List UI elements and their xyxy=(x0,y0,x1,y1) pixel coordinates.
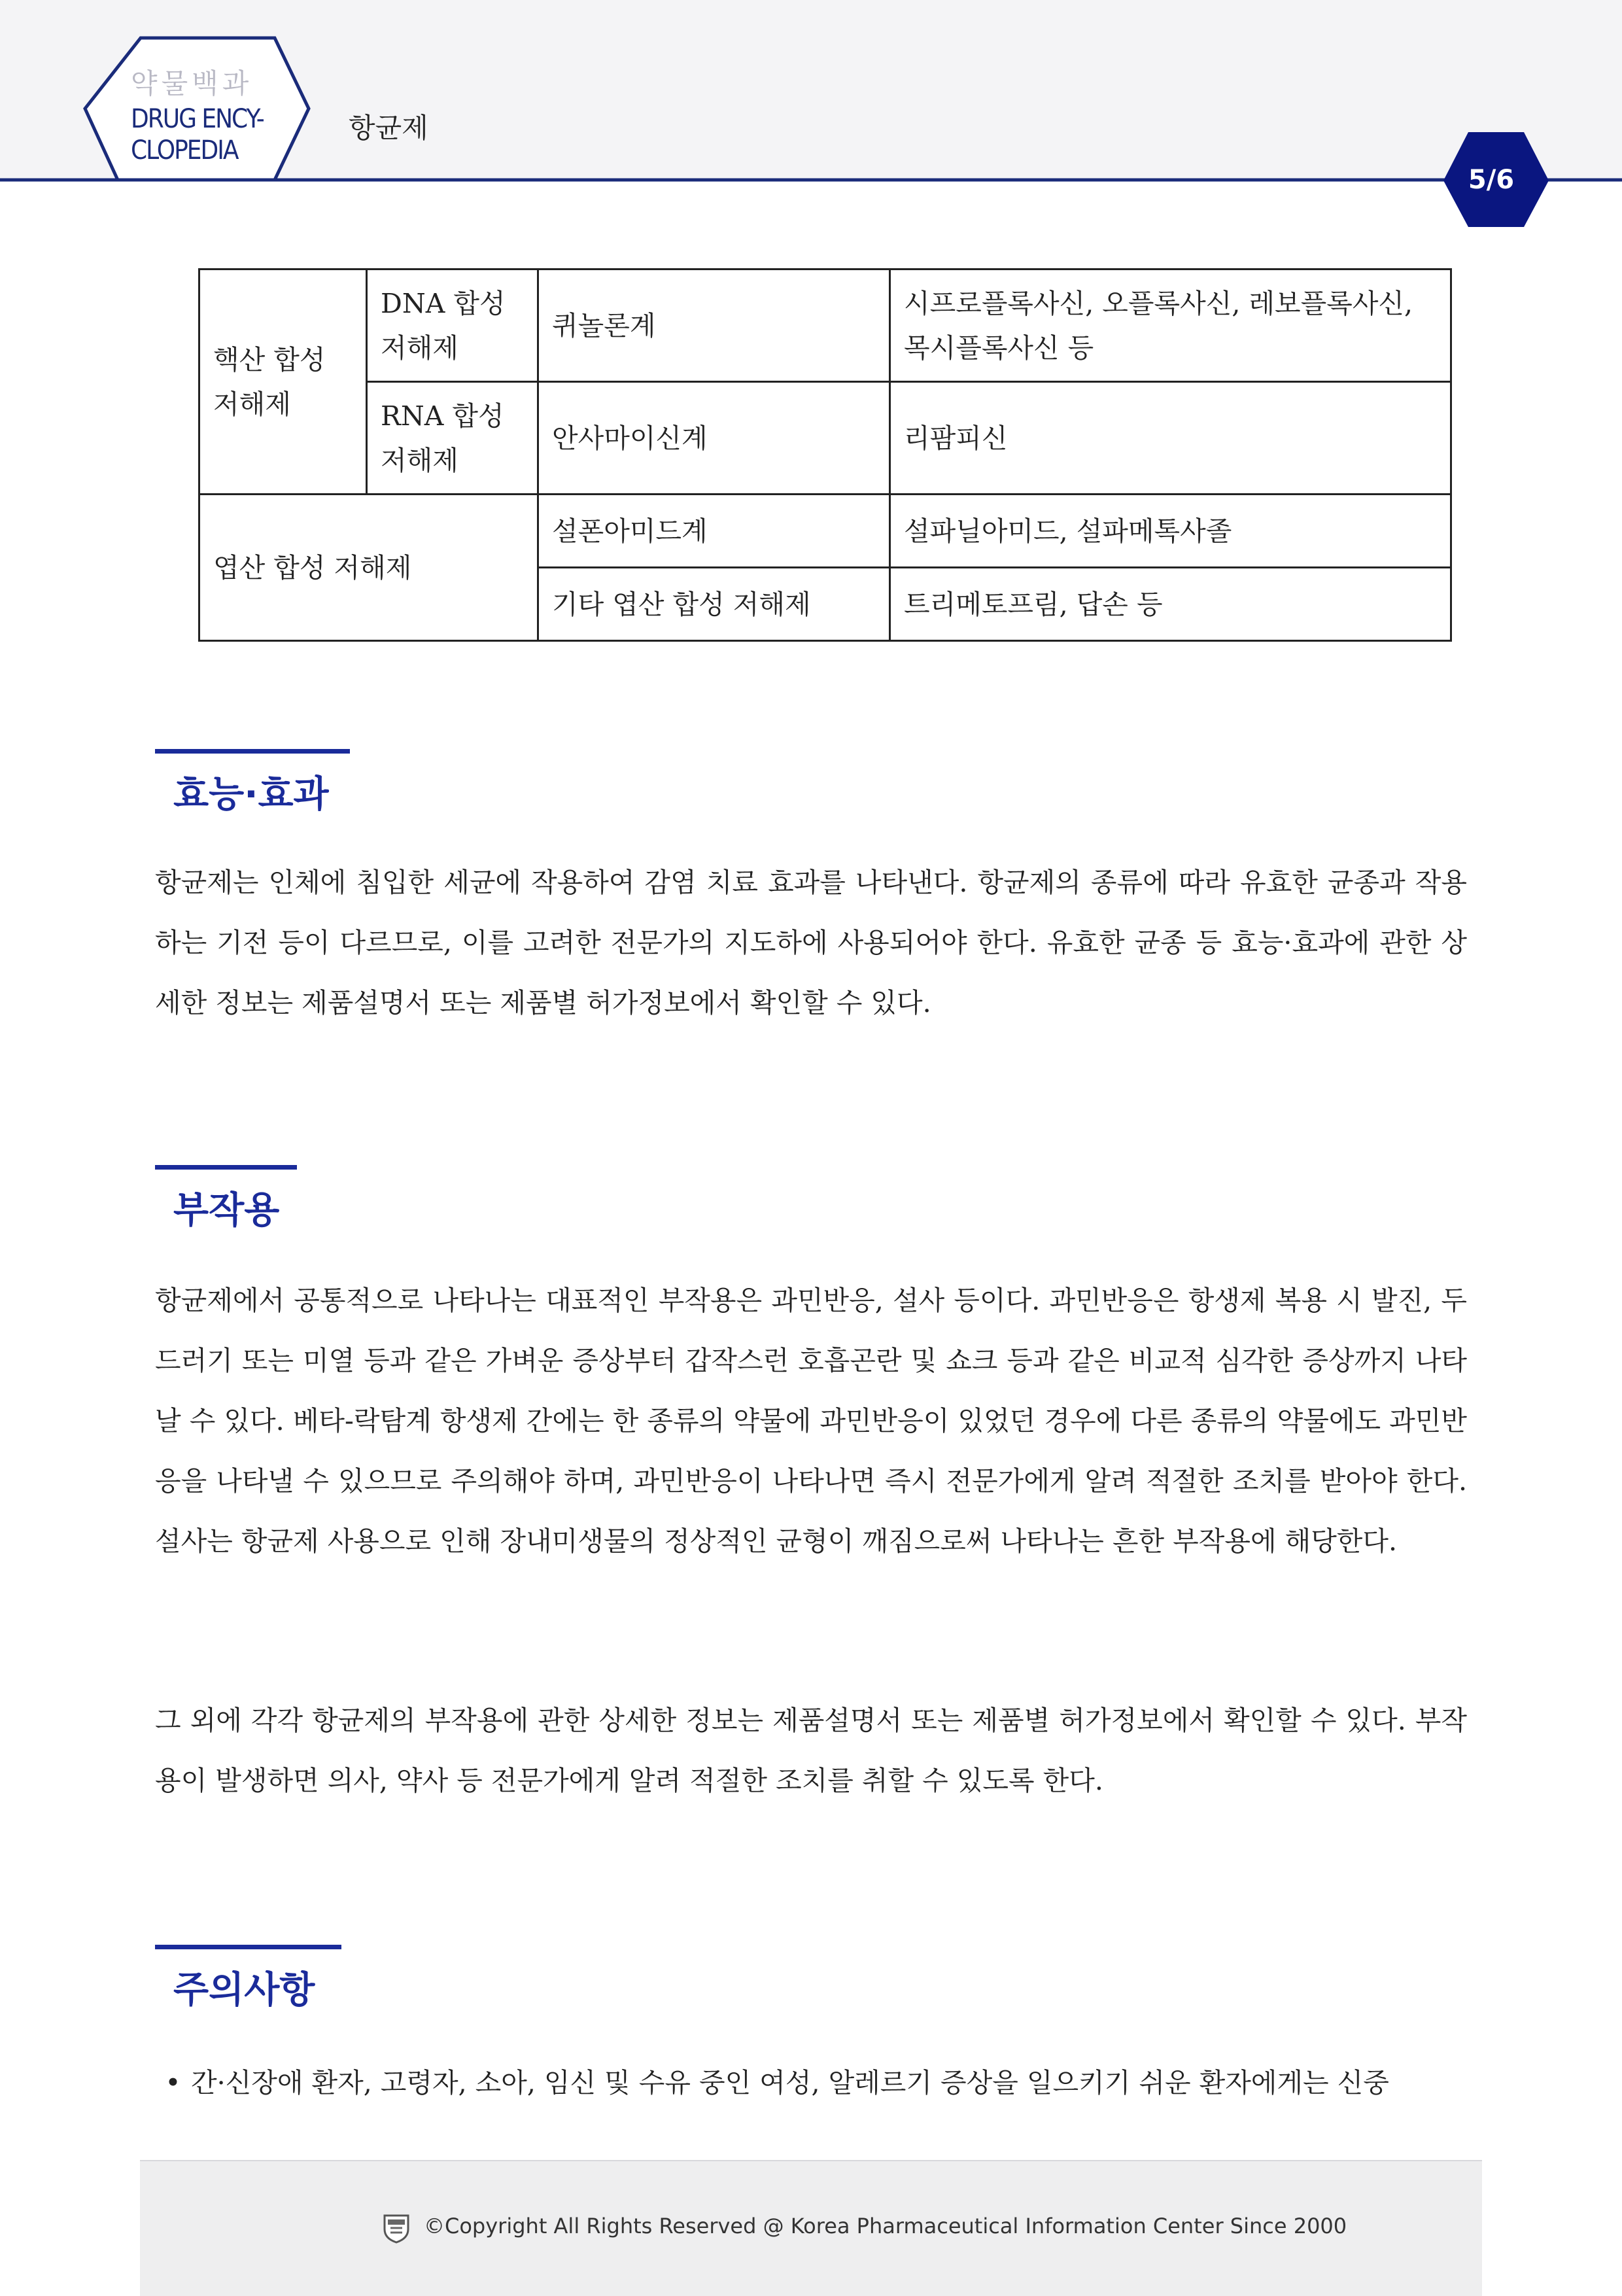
section-title-efficacy: 효능·효과 xyxy=(173,773,329,816)
precaution-text: 간·신장애 환자, 고령자, 소아, 임신 및 수유 중인 여성, 알레르기 증상을 일으키기 쉬운 환자에게는 신중 xyxy=(191,2067,1389,2098)
section-title-precautions: 주의사항 xyxy=(173,1969,315,2011)
table-cell-subgroup: RNA 합성 저해제 xyxy=(367,382,538,495)
page-number: 5/6 xyxy=(1468,165,1515,195)
logo-english-line2: CLOPEDIA xyxy=(131,135,238,165)
table-cell-class: 설폰아미드계 xyxy=(538,495,890,568)
table-cell-drugs: 설파닐아미드, 설파메톡사졸 xyxy=(890,495,1451,568)
section-bar-efficacy xyxy=(155,749,350,754)
table-row xyxy=(199,382,1451,495)
table-cell-class: 퀴놀론계 xyxy=(538,270,890,382)
table-row xyxy=(199,270,1451,382)
logo-english-line1: DRUG ENCY- xyxy=(131,104,264,134)
table-cell-class: 기타 엽산 합성 저해제 xyxy=(538,568,890,641)
side-effects-paragraph-2: 그 외에 각각 항균제의 부작용에 관한 상세한 정보는 제품설명서 또는 제품별 허가정보에서 확인할 수 있다. 부작용이 발생하면 의사, 약사 등 전문가에게 알려 적절한 조치를 취할 수 있도록 한다. xyxy=(155,1705,1467,1796)
table-cell-drugs: 시프로플록사신, 오플록사신, 레보플록사신, 목시플록사신 등 xyxy=(890,270,1451,382)
table-cell-group: 엽산 합성 저해제 xyxy=(199,495,538,641)
table-cell-drugs: 트리메토프림, 답손 등 xyxy=(890,568,1451,641)
table-cell-class: 안사마이신계 xyxy=(538,382,890,495)
bullet-icon: • xyxy=(165,2067,181,2098)
precaution-list-item xyxy=(155,2053,1467,2113)
footer-copyright: ©Copyright All Rights Reserved @ Korea Pharmaceutical Information Center Since 2000 xyxy=(424,2214,1347,2238)
document-title: 항균제 xyxy=(349,112,428,144)
classification-table xyxy=(198,268,1452,642)
table-row xyxy=(199,495,1451,568)
logo-korean: 약물백과 xyxy=(131,67,253,99)
section-bar-side-effects xyxy=(155,1165,297,1170)
section-title-side-effects: 부작용 xyxy=(173,1189,280,1232)
table-cell-group: 핵산 합성 저해제 xyxy=(199,270,367,495)
section-bar-precautions xyxy=(155,1945,341,1949)
shield-logo-icon xyxy=(383,2214,410,2244)
side-effects-paragraph-1: 항균제에서 공통적으로 나타나는 대표적인 부작용은 과민반응, 설사 등이다. 과민반응은 항생제 복용 시 발진, 두드러기 또는 미열 등과 같은 가벼운 증상부터 갑작스런 호흡곤란 및 쇼크 등과 같은 비교적 심각한 증상까지 나타날 수 있다. 베타-락탐계 항생제 간에는 한 종류의 약물에 과민반응이 있었던 경우에 다른 종류의 약물에도 과민반응을 나타낼 수 있으므로 주의해야 하며, 과민반응이 나타나면 즉시 전문가에게 알려 적절한 조치를 받아야 한다. 설사는 항균제 사용으로 인해 장내미생물의 정상적인 균형이 깨짐으로써 나타나는 흔한 부작용에 해당한다. xyxy=(155,1285,1467,1557)
efficacy-paragraph: 항균제는 인체에 침입한 세균에 작용하여 감염 치료 효과를 나타낸다. 항균제의 종류에 따라 유효한 균종과 작용하는 기전 등이 다르므로, 이를 고려한 전문가의 지도하에 사용되어야 한다. 유효한 균종 등 효능·효과에 관한 상세한 정보는 제품설명서 또는 제품별 허가정보에서 확인할 수 있다. xyxy=(155,867,1467,1018)
logo xyxy=(131,64,327,166)
table-cell-drugs: 리팜피신 xyxy=(890,382,1451,495)
table-cell-subgroup: DNA 합성 저해제 xyxy=(367,270,538,382)
